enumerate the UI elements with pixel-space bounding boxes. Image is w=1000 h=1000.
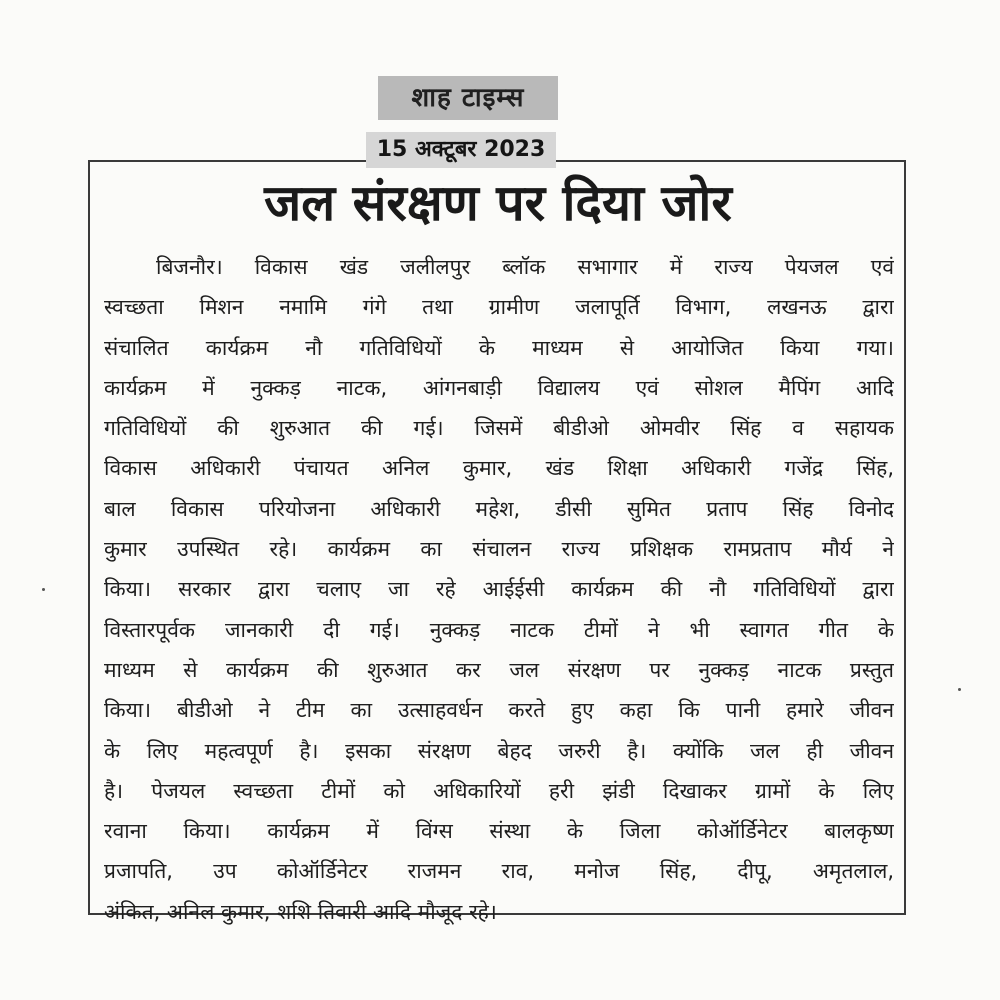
- article-line: किया। बीडीओ ने टीम का उत्साहवर्धन करते हुए कहा कि पानी हमारे जीवन: [104, 698, 894, 723]
- article-line: बिजनौर। विकास खंड जलीलपुर ब्लॉक सभागार में राज्य पेयजल एवं: [156, 255, 894, 279]
- article-line: विस्तारपूर्वक जानकारी दी गई। नुक्कड़ नाटक टीमों ने भी स्वागत गीत के: [104, 617, 894, 642]
- article-line: बाल विकास परियोजना अधिकारी महेश, डीसी सुमित प्रताप सिंह विनोद: [104, 496, 894, 521]
- article-line: प्रजापति, उप कोऑर्डिनेटर राजमन राव, मनोज सिंह, दीपू, अमृतलाल,: [104, 859, 894, 884]
- article-line: कुमार उपस्थित रहे। कार्यक्रम का संचालन राज्य प्रशिक्षक रामप्रताप मौर्य ने: [104, 537, 894, 562]
- article-headline: जल संरक्षण पर दिया जोर: [264, 174, 732, 232]
- article-body: [104, 247, 894, 932]
- frame-top-rule-left: [88, 160, 366, 162]
- article-line: माध्यम से कार्यक्रम की शुरुआत कर जल संरक्षण पर नुक्कड़ नाटक प्रस्तुत: [104, 657, 894, 682]
- article-line: रवाना किया। कार्यक्रम में विंग्स संस्था के जिला कोऑर्डिनेटर बालकृष्ण: [104, 819, 894, 844]
- article-line: के लिए महत्वपूर्ण है। इसका संरक्षण बेहद जरुरी है। क्योंकि जल ही जीवन: [104, 738, 894, 763]
- article-line: अंकित, अनिल कुमार, शशि तिवारी आदि मौजूद रहे।: [104, 899, 497, 924]
- frame-top-rule-right: [556, 160, 906, 162]
- article-line: किया। सरकार द्वारा चलाए जा रहे आईईसी कार्यक्रम की नौ गतिविधियों द्वारा: [104, 577, 894, 602]
- newspaper-name: शाह टाइम्स: [378, 76, 558, 120]
- scan-speck: [958, 688, 961, 691]
- publication-date: 15 अक्टूबर 2023: [366, 132, 556, 168]
- article-line: संचालित कार्यक्रम नौ गतिविधियों के माध्यम से आयोजित किया गया।: [104, 335, 894, 360]
- article-line: विकास अधिकारी पंचायत अनिल कुमार, खंड शिक्षा अधिकारी गजेंद्र सिंह,: [104, 456, 894, 481]
- article-line: कार्यक्रम में नुक्कड़ नाटक, आंगनबाड़ी विद्यालय एवं सोशल मैपिंग आदि: [104, 375, 894, 400]
- article-line: है। पेजयल स्वच्छता टीमों को अधिकारियों हरी झंडी दिखाकर ग्रामों के लिए: [104, 778, 894, 803]
- article-line: स्वच्छता मिशन नमामि गंगे तथा ग्रामीण जलापूर्ति विभाग, लखनऊ द्वारा: [104, 295, 894, 320]
- scan-speck: [42, 588, 45, 591]
- article-line: गतिविधियों की शुरुआत की गई। जिसमें बीडीओ ओमवीर सिंह व सहायक: [104, 416, 894, 441]
